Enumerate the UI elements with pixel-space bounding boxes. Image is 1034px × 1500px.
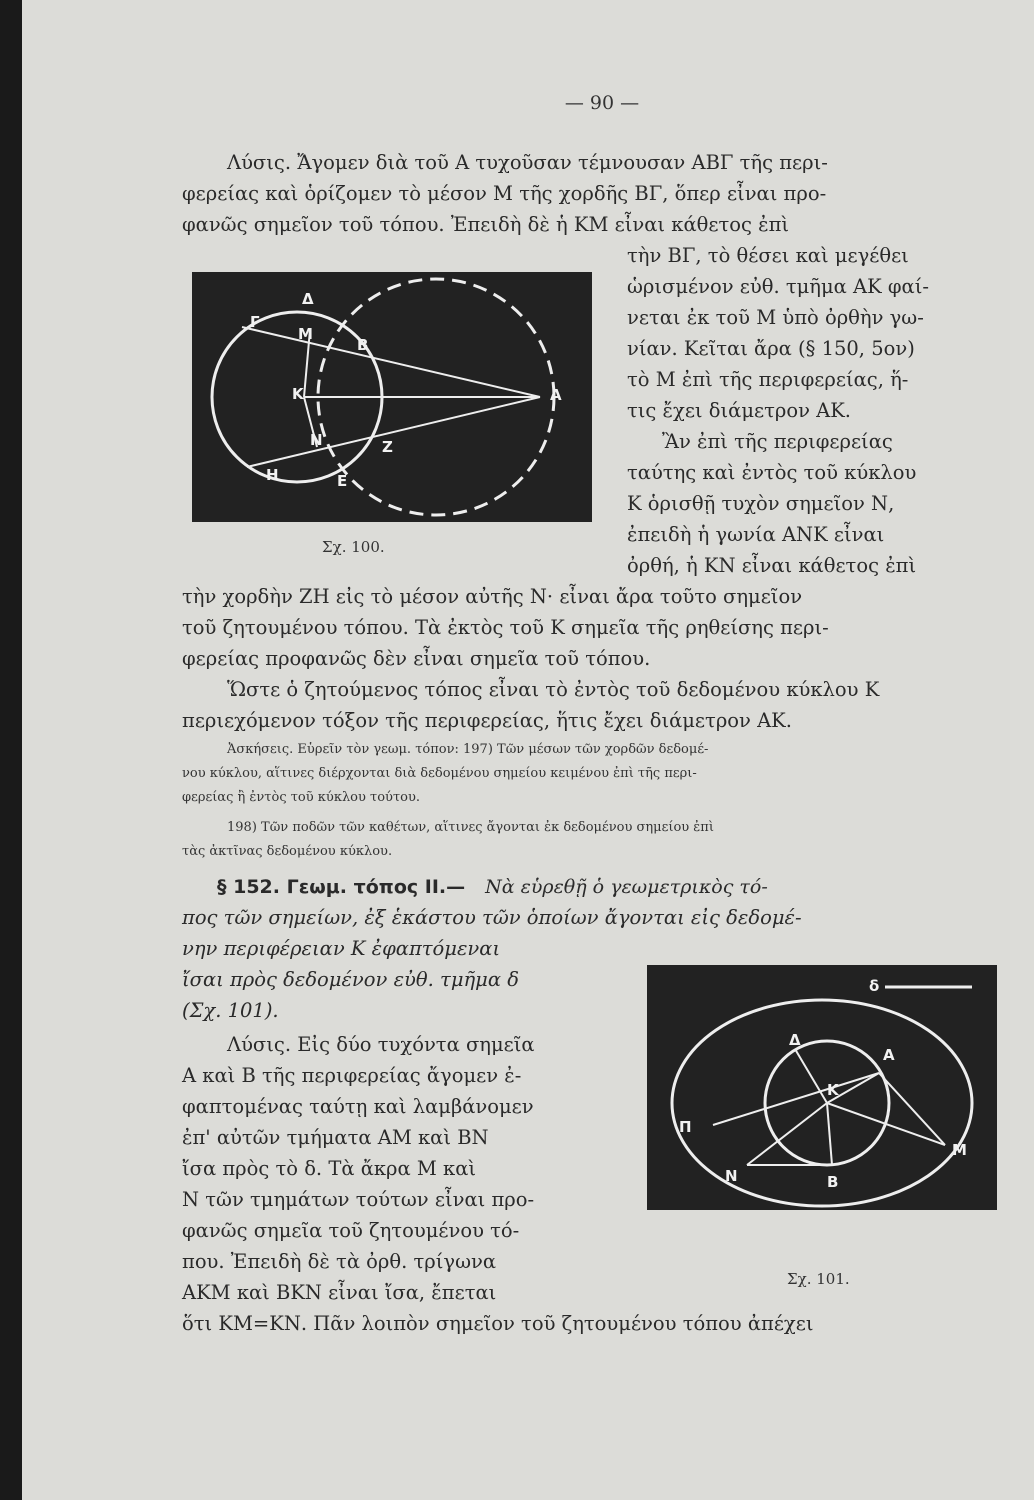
exercise-line: 198) Τῶν ποδῶν τῶν καθέτων, αἵτινες ἄγονται ἐκ δεδομένου σημείου ἐπὶ (227, 820, 714, 835)
text-line: τὸ Μ ἐπὶ τῆς περιφερείας, ἥ- (627, 368, 909, 391)
book-page (22, 0, 1034, 1500)
text-line: Α καὶ Β τῆς περιφερείας ἄγομεν ἐ- (182, 1064, 522, 1087)
text-line: τοῦ ζητουμένου τόπου. Τὰ ἐκτὸς τοῦ Κ σημεῖα τῆς ρηθείσης περι- (182, 616, 829, 639)
text-line: φανῶς σημεῖα τοῦ ζητουμένου τό- (182, 1219, 520, 1242)
fig101-label: Μ (952, 1141, 967, 1159)
exercise-line: νου κύκλου, αἵτινες διέρχονται διὰ δεδομένου σημείου κειμένου ἐπὶ τῆς περι- (182, 766, 697, 781)
text-line: νίαν. Κεῖται ἄρα (§ 150, 5ον) (627, 337, 915, 360)
section-line: νην περιφέρειαν Κ ἐφαπτόμεναι (182, 937, 501, 960)
text-line: που. Ἐπειδὴ δὲ τὰ ὀρθ. τρίγωνα (182, 1250, 496, 1273)
text-line: Ν τῶν τμημάτων τούτων εἶναι προ- (182, 1188, 535, 1211)
figure-100-caption: Σχ. 100. (322, 538, 385, 556)
text-line: Λύσις. Εἰς δύο τυχόντα σημεῖα (227, 1033, 535, 1056)
text-line: τὴν χορδὴν ΖΗ εἰς τὸ μέσον αὐτῆς Ν· εἶναι ἄρα τοῦτο σημεῖον (182, 585, 803, 608)
text-line: φερείας καὶ ὁρίζομεν τὸ μέσον Μ τῆς χορδῆς ΒΓ, ὅπερ εἶναι προ- (182, 182, 827, 205)
fig100-label: Γ (250, 313, 260, 331)
section-line: ἴσαι πρὸς δεδομένον εὐθ. τμῆμα δ (182, 968, 519, 991)
text-line: ὀρθή, ἡ ΚΝ εἶναι κάθετος ἐπὶ (627, 554, 917, 577)
fig100-label: Β (357, 336, 369, 354)
text-line: Ἂν ἐπὶ τῆς περιφερείας (662, 430, 893, 453)
figure-101-caption: Σχ. 101. (787, 1270, 850, 1288)
text-line: ὡρισμένον εὐθ. τμῆμα ΑΚ φαί- (627, 275, 929, 298)
section-statement: Νὰ εὑρεθῇ ὁ γεωμετρικὸς τό- (485, 876, 768, 898)
text-line: Λύσις. Ἄγομεν διὰ τοῦ Α τυχοῦσαν τέμνουσαν ΑΒΓ τῆς περι- (227, 151, 828, 174)
section-line: πος τῶν σημείων, ἐξ ἑκάστου τῶν ὁποίων ἄγονται εἰς δεδομέ- (182, 906, 802, 929)
fig101-label: Π (679, 1118, 692, 1136)
text-line: φανῶς σημεῖον τοῦ τόπου. Ἐπειδὴ δὲ ἡ ΚΜ εἶναι κάθετος ἐπὶ (182, 213, 790, 236)
fig100-label: Ν (310, 431, 323, 449)
text-line: Ὥστε ὁ ζητούμενος τόπος εἶναι τὸ ἐντὸς τοῦ δεδομένου κύκλου Κ (227, 678, 880, 701)
text-line: ἴσα πρὸς τὸ δ. Τὰ ἄκρα Μ καὶ (182, 1157, 477, 1180)
fig100-label: Ε (337, 472, 348, 490)
fig100-label: Η (266, 466, 279, 484)
fig101-label: Α (883, 1046, 895, 1064)
text-line: τὴν ΒΓ, τὸ θέσει καὶ μεγέθει (627, 244, 909, 267)
fig100-label: Α (550, 386, 562, 404)
fig100-label: Ζ (382, 438, 393, 456)
text-line: ὅτι ΚΜ=ΚΝ. Πᾶν λοιπὸν σημεῖον τοῦ ζητουμένου τόπου ἀπέχει (182, 1312, 814, 1335)
fig100-label: Μ (298, 325, 313, 343)
text-line: ἐπειδὴ ἡ γωνία ΑΝΚ εἶναι (627, 523, 885, 546)
section-number: § 152. Γεωμ. τόπος II.— (217, 876, 466, 898)
page-number: — 90 — (564, 92, 640, 114)
fig101-label: Κ (827, 1081, 839, 1099)
fig101-label: δ (869, 977, 880, 995)
section-heading (217, 872, 768, 902)
text-line: περιεχόμενον τόξον τῆς περιφερείας, ἥτις ἔχει διάμετρον ΑΚ. (182, 709, 792, 732)
text-line: τις ἔχει διάμετρον ΑΚ. (627, 399, 852, 422)
text-line: ταύτης καὶ ἐντὸς τοῦ κύκλου (627, 461, 917, 484)
text-line: φερείας προφανῶς δὲν εἶναι σημεῖα τοῦ τόπου. (182, 647, 651, 670)
figure-101 (647, 965, 997, 1210)
text-line: φαπτομένας ταύτῃ καὶ λαμβάνομεν (182, 1095, 534, 1118)
fig101-label: Δ (789, 1031, 801, 1049)
exercise-line: τὰς ἀκτῖνας δεδομένου κύκλου. (182, 844, 393, 859)
fig100-label: Κ (292, 385, 304, 403)
figure-101-drawing (647, 965, 997, 1210)
exercise-line: Ἀσκήσεις. Εὑρεῖν τὸν γεωμ. τόπον: 197) Τῶν μέσων τῶν χορδῶν δεδομέ- (227, 742, 709, 757)
figure-100-drawing (192, 272, 592, 522)
figure-100 (192, 272, 592, 522)
fig100-label: Δ (302, 290, 314, 308)
section-line: (Σχ. 101). (182, 999, 279, 1022)
text-line: Κ ὁρισθῇ τυχὸν σημεῖον Ν, (627, 492, 895, 515)
text-line: ΑΚΜ καὶ ΒΚΝ εἶναι ἴσα, ἔπεται (182, 1281, 497, 1304)
fig101-label: Β (827, 1173, 839, 1191)
text-line: νεται ἐκ τοῦ Μ ὑπὸ ὀρθὴν γω- (627, 306, 924, 329)
exercise-line: φερείας ἢ ἐντὸς τοῦ κύκλου τούτου. (182, 790, 421, 805)
text-line: ἐπ' αὐτῶν τμήματα ΑΜ καὶ ΒΝ (182, 1126, 489, 1149)
fig101-label: Ν (725, 1167, 738, 1185)
